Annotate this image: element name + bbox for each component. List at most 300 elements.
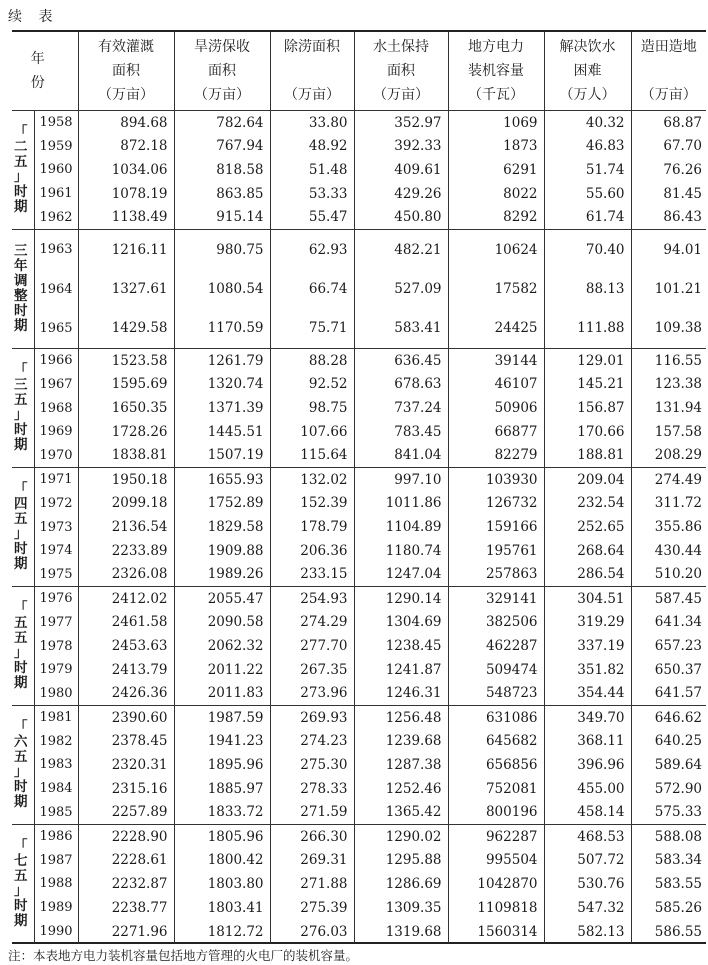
cell-year: 1979 xyxy=(34,658,78,682)
cell-year: 1985 xyxy=(34,801,78,825)
cell-drinking-water: 88.13 xyxy=(544,269,631,309)
cell-drinking-water: 61.74 xyxy=(544,206,631,230)
period-label-char: 年 xyxy=(14,258,28,275)
cell-drinking-water: 582.13 xyxy=(544,920,631,944)
cell-land-creation: 650.37 xyxy=(654,661,703,678)
cell-land-creation: 123.38 xyxy=(654,376,703,393)
cell-local-power-capacity: 8022 xyxy=(448,182,544,206)
cell-drought-flood-proof: 1752.89 xyxy=(174,491,270,515)
cell-effective-irrigation: 1034.06 xyxy=(78,158,174,182)
cell-effective-irrigation: 894.68 xyxy=(78,111,174,135)
cell-year: 1982 xyxy=(34,729,78,753)
cell-drought-flood-proof: 2090.58 xyxy=(174,610,270,634)
cell-soil-conservation: 583.41 xyxy=(354,309,448,349)
cell-drought-flood-proof: 2011.22 xyxy=(174,658,270,682)
cell-local-power-capacity: 50906 xyxy=(448,396,544,420)
table-row xyxy=(12,634,706,658)
table-row xyxy=(12,269,706,309)
cell-effective-irrigation: 1429.58 xyxy=(78,309,174,349)
cell-waterlogging-control: 267.35 xyxy=(270,658,354,682)
cell-waterlogging-control: 271.59 xyxy=(270,801,354,825)
cell-soil-conservation: 1238.45 xyxy=(354,634,448,658)
period-label-char: 四 xyxy=(14,496,28,513)
period-label-char: 「 xyxy=(14,123,28,140)
cell-waterlogging-control: 277.70 xyxy=(270,634,354,658)
cell-waterlogging-control: 269.31 xyxy=(270,848,354,872)
cell-local-power-capacity: 382506 xyxy=(448,610,544,634)
cell-drought-flood-proof: 1080.54 xyxy=(174,269,270,309)
period-label-char: 期 xyxy=(14,793,28,810)
period-label xyxy=(12,706,34,825)
header-soil-conservation-area: 水土保持 面积 （万亩） xyxy=(354,32,448,111)
cell-waterlogging-control: 278.33 xyxy=(270,777,354,801)
cell-local-power-capacity: 1873 xyxy=(448,134,544,158)
cell-waterlogging-control: 53.33 xyxy=(270,182,354,206)
cell-drought-flood-proof: 1445.51 xyxy=(174,420,270,444)
cell-local-power-capacity: 24425 xyxy=(448,309,544,349)
period-label-char: 三 xyxy=(14,243,28,260)
cell-soil-conservation: 1365.42 xyxy=(354,801,448,825)
table-row xyxy=(12,587,706,611)
cell-drinking-water: 156.87 xyxy=(544,396,631,420)
period-label-char: 五 xyxy=(14,511,28,528)
table-row xyxy=(12,682,706,706)
cell-year: 1964 xyxy=(34,269,78,309)
cell-local-power-capacity: 1042870 xyxy=(448,872,544,896)
period-label-char: 」 xyxy=(14,168,28,185)
cell-land-creation: 641.57 xyxy=(654,685,703,702)
cell-drinking-water: 468.53 xyxy=(544,824,631,848)
table-row xyxy=(12,372,706,396)
cell-soil-conservation: 678.63 xyxy=(354,372,448,396)
cell-land-creation: 640.25 xyxy=(654,733,703,750)
table-row xyxy=(12,444,706,468)
cell-drought-flood-proof: 863.85 xyxy=(174,182,270,206)
cell-land-creation: 583.55 xyxy=(654,875,703,892)
period-label xyxy=(12,468,34,587)
cell-year: 1969 xyxy=(34,420,78,444)
period-label-char: 「 xyxy=(14,718,28,735)
cell-drinking-water: 232.54 xyxy=(544,491,631,515)
cell-drought-flood-proof: 1371.39 xyxy=(174,396,270,420)
table-row xyxy=(12,896,706,920)
table-row xyxy=(12,777,706,801)
cell-year: 1981 xyxy=(34,706,78,730)
table-row xyxy=(12,229,706,269)
cell-drought-flood-proof: 915.14 xyxy=(174,206,270,230)
cell-waterlogging-control: 276.03 xyxy=(270,920,354,944)
cell-drinking-water: 170.66 xyxy=(544,420,631,444)
cell-land-creation: 101.21 xyxy=(654,281,703,298)
period-label xyxy=(12,587,34,706)
period-label-char: 「 xyxy=(14,481,28,498)
cell-year: 1974 xyxy=(34,539,78,563)
cell-effective-irrigation: 2232.87 xyxy=(78,872,174,896)
cell-year: 1961 xyxy=(34,182,78,206)
cell-land-creation: 575.33 xyxy=(654,804,703,821)
cell-local-power-capacity: 645682 xyxy=(448,729,544,753)
cell-year: 1977 xyxy=(34,610,78,634)
cell-year: 1965 xyxy=(34,309,78,349)
footnote: 注：本表地方电力装机容量包括地方管理的火电厂的装机容量。 xyxy=(8,948,359,963)
cell-year: 1973 xyxy=(34,515,78,539)
cell-drought-flood-proof: 1803.41 xyxy=(174,896,270,920)
cell-waterlogging-control: 55.47 xyxy=(270,206,354,230)
cell-year: 1972 xyxy=(34,491,78,515)
period-label-char: 调 xyxy=(14,273,28,290)
period-label-char: 期 xyxy=(14,437,28,454)
cell-drought-flood-proof: 980.75 xyxy=(174,229,270,269)
cell-drought-flood-proof: 1803.80 xyxy=(174,872,270,896)
period-label-char: 整 xyxy=(14,288,28,305)
cell-land-creation: 585.26 xyxy=(654,899,703,916)
period-label-char: 六 xyxy=(14,733,28,750)
cell-local-power-capacity: 509474 xyxy=(448,658,544,682)
cell-effective-irrigation: 2257.89 xyxy=(78,801,174,825)
table-row xyxy=(12,349,706,373)
cell-waterlogging-control: 98.75 xyxy=(270,396,354,420)
cell-waterlogging-control: 75.71 xyxy=(270,309,354,349)
cell-land-creation: 68.87 xyxy=(631,111,706,135)
data-table-frame xyxy=(12,30,706,944)
cell-land-creation: 86.43 xyxy=(663,209,703,226)
cell-drought-flood-proof: 1989.26 xyxy=(174,563,270,587)
cell-effective-irrigation: 2238.77 xyxy=(78,896,174,920)
cell-local-power-capacity: 995504 xyxy=(448,848,544,872)
cell-land-creation: 588.08 xyxy=(631,824,706,848)
cell-drought-flood-proof: 1320.74 xyxy=(174,372,270,396)
cell-local-power-capacity: 10624 xyxy=(448,229,544,269)
cell-soil-conservation: 636.45 xyxy=(354,349,448,373)
period-label-char: 」 xyxy=(14,883,28,900)
cell-local-power-capacity: 1069 xyxy=(448,111,544,135)
cell-soil-conservation: 392.33 xyxy=(354,134,448,158)
table-row xyxy=(12,539,706,563)
cell-effective-irrigation: 2271.96 xyxy=(78,920,174,944)
cell-year: 1976 xyxy=(34,587,78,611)
period-label-char: 五 xyxy=(14,868,28,885)
cell-drinking-water: 209.04 xyxy=(544,468,631,492)
cell-year: 1990 xyxy=(34,920,78,944)
table-row xyxy=(12,610,706,634)
cell-waterlogging-control: 48.92 xyxy=(270,134,354,158)
period-label-char: 「 xyxy=(14,838,28,855)
cell-soil-conservation: 1286.69 xyxy=(354,872,448,896)
cell-year: 1978 xyxy=(34,634,78,658)
cell-drought-flood-proof: 1885.97 xyxy=(174,777,270,801)
cell-waterlogging-control: 269.93 xyxy=(270,706,354,730)
cell-soil-conservation: 1309.35 xyxy=(354,896,448,920)
cell-waterlogging-control: 206.36 xyxy=(270,539,354,563)
cell-soil-conservation: 450.80 xyxy=(354,206,448,230)
cell-drought-flood-proof: 1895.96 xyxy=(174,753,270,777)
cell-land-creation: 572.90 xyxy=(654,780,703,797)
cell-local-power-capacity: 8292 xyxy=(448,206,544,230)
table-row xyxy=(12,729,706,753)
cell-effective-irrigation: 1523.58 xyxy=(78,349,174,373)
cell-drinking-water: 286.54 xyxy=(544,563,631,587)
period-label-char: 五 xyxy=(14,392,28,409)
cell-effective-irrigation: 2412.02 xyxy=(78,587,174,611)
cell-drinking-water: 547.32 xyxy=(544,896,631,920)
cell-year: 1988 xyxy=(34,872,78,896)
period-label-char: 二 xyxy=(14,138,28,155)
cell-local-power-capacity: 126732 xyxy=(448,491,544,515)
cell-local-power-capacity: 39144 xyxy=(448,349,544,373)
table-row xyxy=(12,801,706,825)
cell-land-creation: 67.70 xyxy=(663,138,703,155)
period-label-char: 时 xyxy=(14,183,28,200)
cell-effective-irrigation: 1327.61 xyxy=(78,269,174,309)
cell-land-creation: 76.26 xyxy=(663,161,703,178)
cell-drinking-water: 188.81 xyxy=(544,444,631,468)
table-row xyxy=(12,824,706,848)
cell-year: 1971 xyxy=(34,468,78,492)
cell-effective-irrigation: 2426.36 xyxy=(78,682,174,706)
header-effective-irrigation-area: 有效灌溉 面积 （万亩） xyxy=(78,32,174,111)
cell-effective-irrigation: 2453.63 xyxy=(78,634,174,658)
cell-drought-flood-proof: 782.64 xyxy=(174,111,270,135)
cell-effective-irrigation: 2413.79 xyxy=(78,658,174,682)
cell-year: 1966 xyxy=(34,349,78,373)
cell-drought-flood-proof: 1833.72 xyxy=(174,801,270,825)
cell-soil-conservation: 482.21 xyxy=(354,229,448,269)
cell-local-power-capacity: 752081 xyxy=(448,777,544,801)
cell-land-creation: 657.23 xyxy=(654,638,703,654)
cell-soil-conservation: 737.24 xyxy=(354,396,448,420)
table-row xyxy=(12,706,706,730)
cell-soil-conservation: 841.04 xyxy=(354,444,448,468)
period-label-char: 「 xyxy=(14,362,28,379)
period-label-char: 时 xyxy=(14,660,28,676)
cell-year: 1975 xyxy=(34,563,78,587)
cell-effective-irrigation: 2228.61 xyxy=(78,848,174,872)
header-land-creation: 造田造地 （万亩） xyxy=(631,32,706,111)
cell-soil-conservation: 1246.31 xyxy=(354,682,448,706)
cell-land-creation: 510.20 xyxy=(654,566,703,583)
table-row xyxy=(12,134,706,158)
period-label xyxy=(12,111,34,230)
cell-effective-irrigation: 2315.16 xyxy=(78,777,174,801)
cell-drought-flood-proof: 1261.79 xyxy=(174,349,270,373)
cell-waterlogging-control: 178.79 xyxy=(270,515,354,539)
cell-drinking-water: 40.32 xyxy=(544,111,631,135)
cell-drinking-water: 351.82 xyxy=(544,658,631,682)
cell-waterlogging-control: 266.30 xyxy=(270,824,354,848)
cell-soil-conservation: 1287.38 xyxy=(354,753,448,777)
cell-land-creation: 587.45 xyxy=(631,587,706,611)
cell-soil-conservation: 1104.89 xyxy=(354,515,448,539)
period-label-char: 」 xyxy=(14,407,28,424)
cell-drinking-water: 111.88 xyxy=(544,309,631,349)
cell-soil-conservation: 1319.68 xyxy=(354,920,448,944)
table-row xyxy=(12,872,706,896)
cell-local-power-capacity: 103930 xyxy=(448,468,544,492)
table-row xyxy=(12,396,706,420)
cell-land-creation: 355.86 xyxy=(654,519,703,536)
cell-drinking-water: 46.83 xyxy=(544,134,631,158)
cell-land-creation: 430.44 xyxy=(654,542,703,559)
cell-drought-flood-proof: 2055.47 xyxy=(174,587,270,611)
period-label-char: 「 xyxy=(14,600,28,616)
cell-local-power-capacity: 46107 xyxy=(448,372,544,396)
cell-effective-irrigation: 2228.90 xyxy=(78,824,174,848)
table-row xyxy=(12,658,706,682)
period-label-char: 时 xyxy=(14,422,28,439)
cell-soil-conservation: 409.61 xyxy=(354,158,448,182)
cell-drought-flood-proof: 2011.83 xyxy=(174,682,270,706)
cell-waterlogging-control: 275.30 xyxy=(270,753,354,777)
cell-drinking-water: 252.65 xyxy=(544,515,631,539)
table-row xyxy=(12,420,706,444)
cell-drinking-water: 337.19 xyxy=(544,634,631,658)
period-label xyxy=(12,229,34,348)
period-label-char: 五 xyxy=(14,748,28,765)
table-row xyxy=(12,468,706,492)
cell-drought-flood-proof: 1829.58 xyxy=(174,515,270,539)
cell-soil-conservation: 1239.68 xyxy=(354,729,448,753)
cell-drought-flood-proof: 1507.19 xyxy=(174,444,270,468)
cell-drought-flood-proof: 2062.32 xyxy=(174,634,270,658)
period-label-char: 期 xyxy=(14,198,28,215)
cell-soil-conservation: 1295.88 xyxy=(354,848,448,872)
cell-waterlogging-control: 274.23 xyxy=(270,729,354,753)
cell-land-creation: 208.29 xyxy=(654,447,703,464)
cell-land-creation: 116.55 xyxy=(631,349,706,373)
cell-land-creation: 274.49 xyxy=(631,468,706,492)
cell-effective-irrigation: 2390.60 xyxy=(78,706,174,730)
cell-local-power-capacity: 548723 xyxy=(448,682,544,706)
cell-waterlogging-control: 115.64 xyxy=(270,444,354,468)
cell-local-power-capacity: 66877 xyxy=(448,420,544,444)
table-caption: 续 表 xyxy=(8,9,59,25)
cell-waterlogging-control: 33.80 xyxy=(270,111,354,135)
cell-soil-conservation: 1252.46 xyxy=(354,777,448,801)
cell-drought-flood-proof: 1805.96 xyxy=(174,824,270,848)
cell-local-power-capacity: 82279 xyxy=(448,444,544,468)
cell-year: 1989 xyxy=(34,896,78,920)
period-label-char: 五 xyxy=(14,615,28,631)
cell-waterlogging-control: 51.48 xyxy=(270,158,354,182)
period-label-char: 期 xyxy=(14,913,28,930)
period-label xyxy=(12,349,34,468)
cell-local-power-capacity: 257863 xyxy=(448,563,544,587)
cell-soil-conservation: 352.97 xyxy=(354,111,448,135)
header-row xyxy=(12,32,706,111)
cell-local-power-capacity: 962287 xyxy=(448,824,544,848)
cell-drought-flood-proof: 1987.59 xyxy=(174,706,270,730)
cell-year: 1962 xyxy=(34,206,78,230)
cell-effective-irrigation: 2320.31 xyxy=(78,753,174,777)
cell-year: 1958 xyxy=(34,111,78,135)
cell-drinking-water: 507.72 xyxy=(544,848,631,872)
table-row xyxy=(12,491,706,515)
cell-drinking-water: 530.76 xyxy=(544,872,631,896)
cell-year: 1960 xyxy=(34,158,78,182)
cell-drought-flood-proof: 1800.42 xyxy=(174,848,270,872)
period-label-char: 七 xyxy=(14,853,28,870)
cell-soil-conservation: 527.09 xyxy=(354,269,448,309)
cell-local-power-capacity: 656856 xyxy=(448,753,544,777)
table-row xyxy=(12,309,706,349)
cell-local-power-capacity: 1109818 xyxy=(448,896,544,920)
table-row xyxy=(12,753,706,777)
cell-land-creation: 583.34 xyxy=(654,852,703,869)
cell-waterlogging-control: 66.74 xyxy=(270,269,354,309)
cell-drought-flood-proof: 1812.72 xyxy=(174,920,270,944)
cell-land-creation: 586.55 xyxy=(654,923,703,940)
cell-soil-conservation: 1011.86 xyxy=(354,491,448,515)
cell-local-power-capacity: 462287 xyxy=(448,634,544,658)
period-label-char: 时 xyxy=(14,778,28,795)
cell-soil-conservation: 1241.87 xyxy=(354,658,448,682)
cell-drinking-water: 354.44 xyxy=(544,682,631,706)
cell-drinking-water: 129.01 xyxy=(544,349,631,373)
irrigation-statistics-table xyxy=(12,32,706,943)
cell-drinking-water: 268.64 xyxy=(544,539,631,563)
table-row xyxy=(12,111,706,135)
table-row xyxy=(12,848,706,872)
cell-effective-irrigation: 2326.08 xyxy=(78,563,174,587)
cell-local-power-capacity: 195761 xyxy=(448,539,544,563)
period-label-char: 」 xyxy=(14,526,28,543)
cell-effective-irrigation: 872.18 xyxy=(78,134,174,158)
cell-soil-conservation: 1256.48 xyxy=(354,706,448,730)
cell-effective-irrigation: 2378.45 xyxy=(78,729,174,753)
cell-waterlogging-control: 275.39 xyxy=(270,896,354,920)
cell-land-creation: 81.45 xyxy=(663,185,703,202)
cell-soil-conservation: 1290.02 xyxy=(354,824,448,848)
cell-waterlogging-control: 107.66 xyxy=(270,420,354,444)
cell-drinking-water: 319.29 xyxy=(544,610,631,634)
cell-land-creation: 94.01 xyxy=(631,229,706,269)
cell-waterlogging-control: 152.39 xyxy=(270,491,354,515)
cell-local-power-capacity: 159166 xyxy=(448,515,544,539)
cell-drought-flood-proof: 1941.23 xyxy=(174,729,270,753)
cell-effective-irrigation: 2099.18 xyxy=(78,491,174,515)
header-waterlogging-control-area: 除涝面积 （万亩） xyxy=(270,32,354,111)
cell-waterlogging-control: 233.15 xyxy=(270,563,354,587)
cell-drought-flood-proof: 1909.88 xyxy=(174,539,270,563)
cell-waterlogging-control: 271.88 xyxy=(270,872,354,896)
cell-drinking-water: 304.51 xyxy=(544,587,631,611)
cell-local-power-capacity: 6291 xyxy=(448,158,544,182)
cell-year: 1968 xyxy=(34,396,78,420)
cell-land-creation: 641.34 xyxy=(654,614,703,631)
cell-effective-irrigation: 1650.35 xyxy=(78,396,174,420)
period-label-char: 时 xyxy=(14,541,28,558)
table-row xyxy=(12,182,706,206)
cell-year: 1986 xyxy=(34,824,78,848)
header-local-power-capacity: 地方电力 装机容量 （千瓦） xyxy=(448,32,544,111)
cell-effective-irrigation: 2461.58 xyxy=(78,610,174,634)
cell-land-creation: 589.64 xyxy=(654,756,703,773)
cell-waterlogging-control: 254.93 xyxy=(270,587,354,611)
cell-waterlogging-control: 88.28 xyxy=(270,349,354,373)
cell-local-power-capacity: 631086 xyxy=(448,706,544,730)
cell-local-power-capacity: 329141 xyxy=(448,587,544,611)
cell-soil-conservation: 1247.04 xyxy=(354,563,448,587)
table-row xyxy=(12,158,706,182)
period-label-char: 五 xyxy=(14,630,28,646)
cell-drinking-water: 51.74 xyxy=(544,158,631,182)
cell-drinking-water: 458.14 xyxy=(544,801,631,825)
cell-drinking-water: 455.00 xyxy=(544,777,631,801)
cell-drinking-water: 70.40 xyxy=(544,229,631,269)
cell-year: 1970 xyxy=(34,444,78,468)
cell-drought-flood-proof: 818.58 xyxy=(174,158,270,182)
period-label-char: 期 xyxy=(14,318,28,335)
